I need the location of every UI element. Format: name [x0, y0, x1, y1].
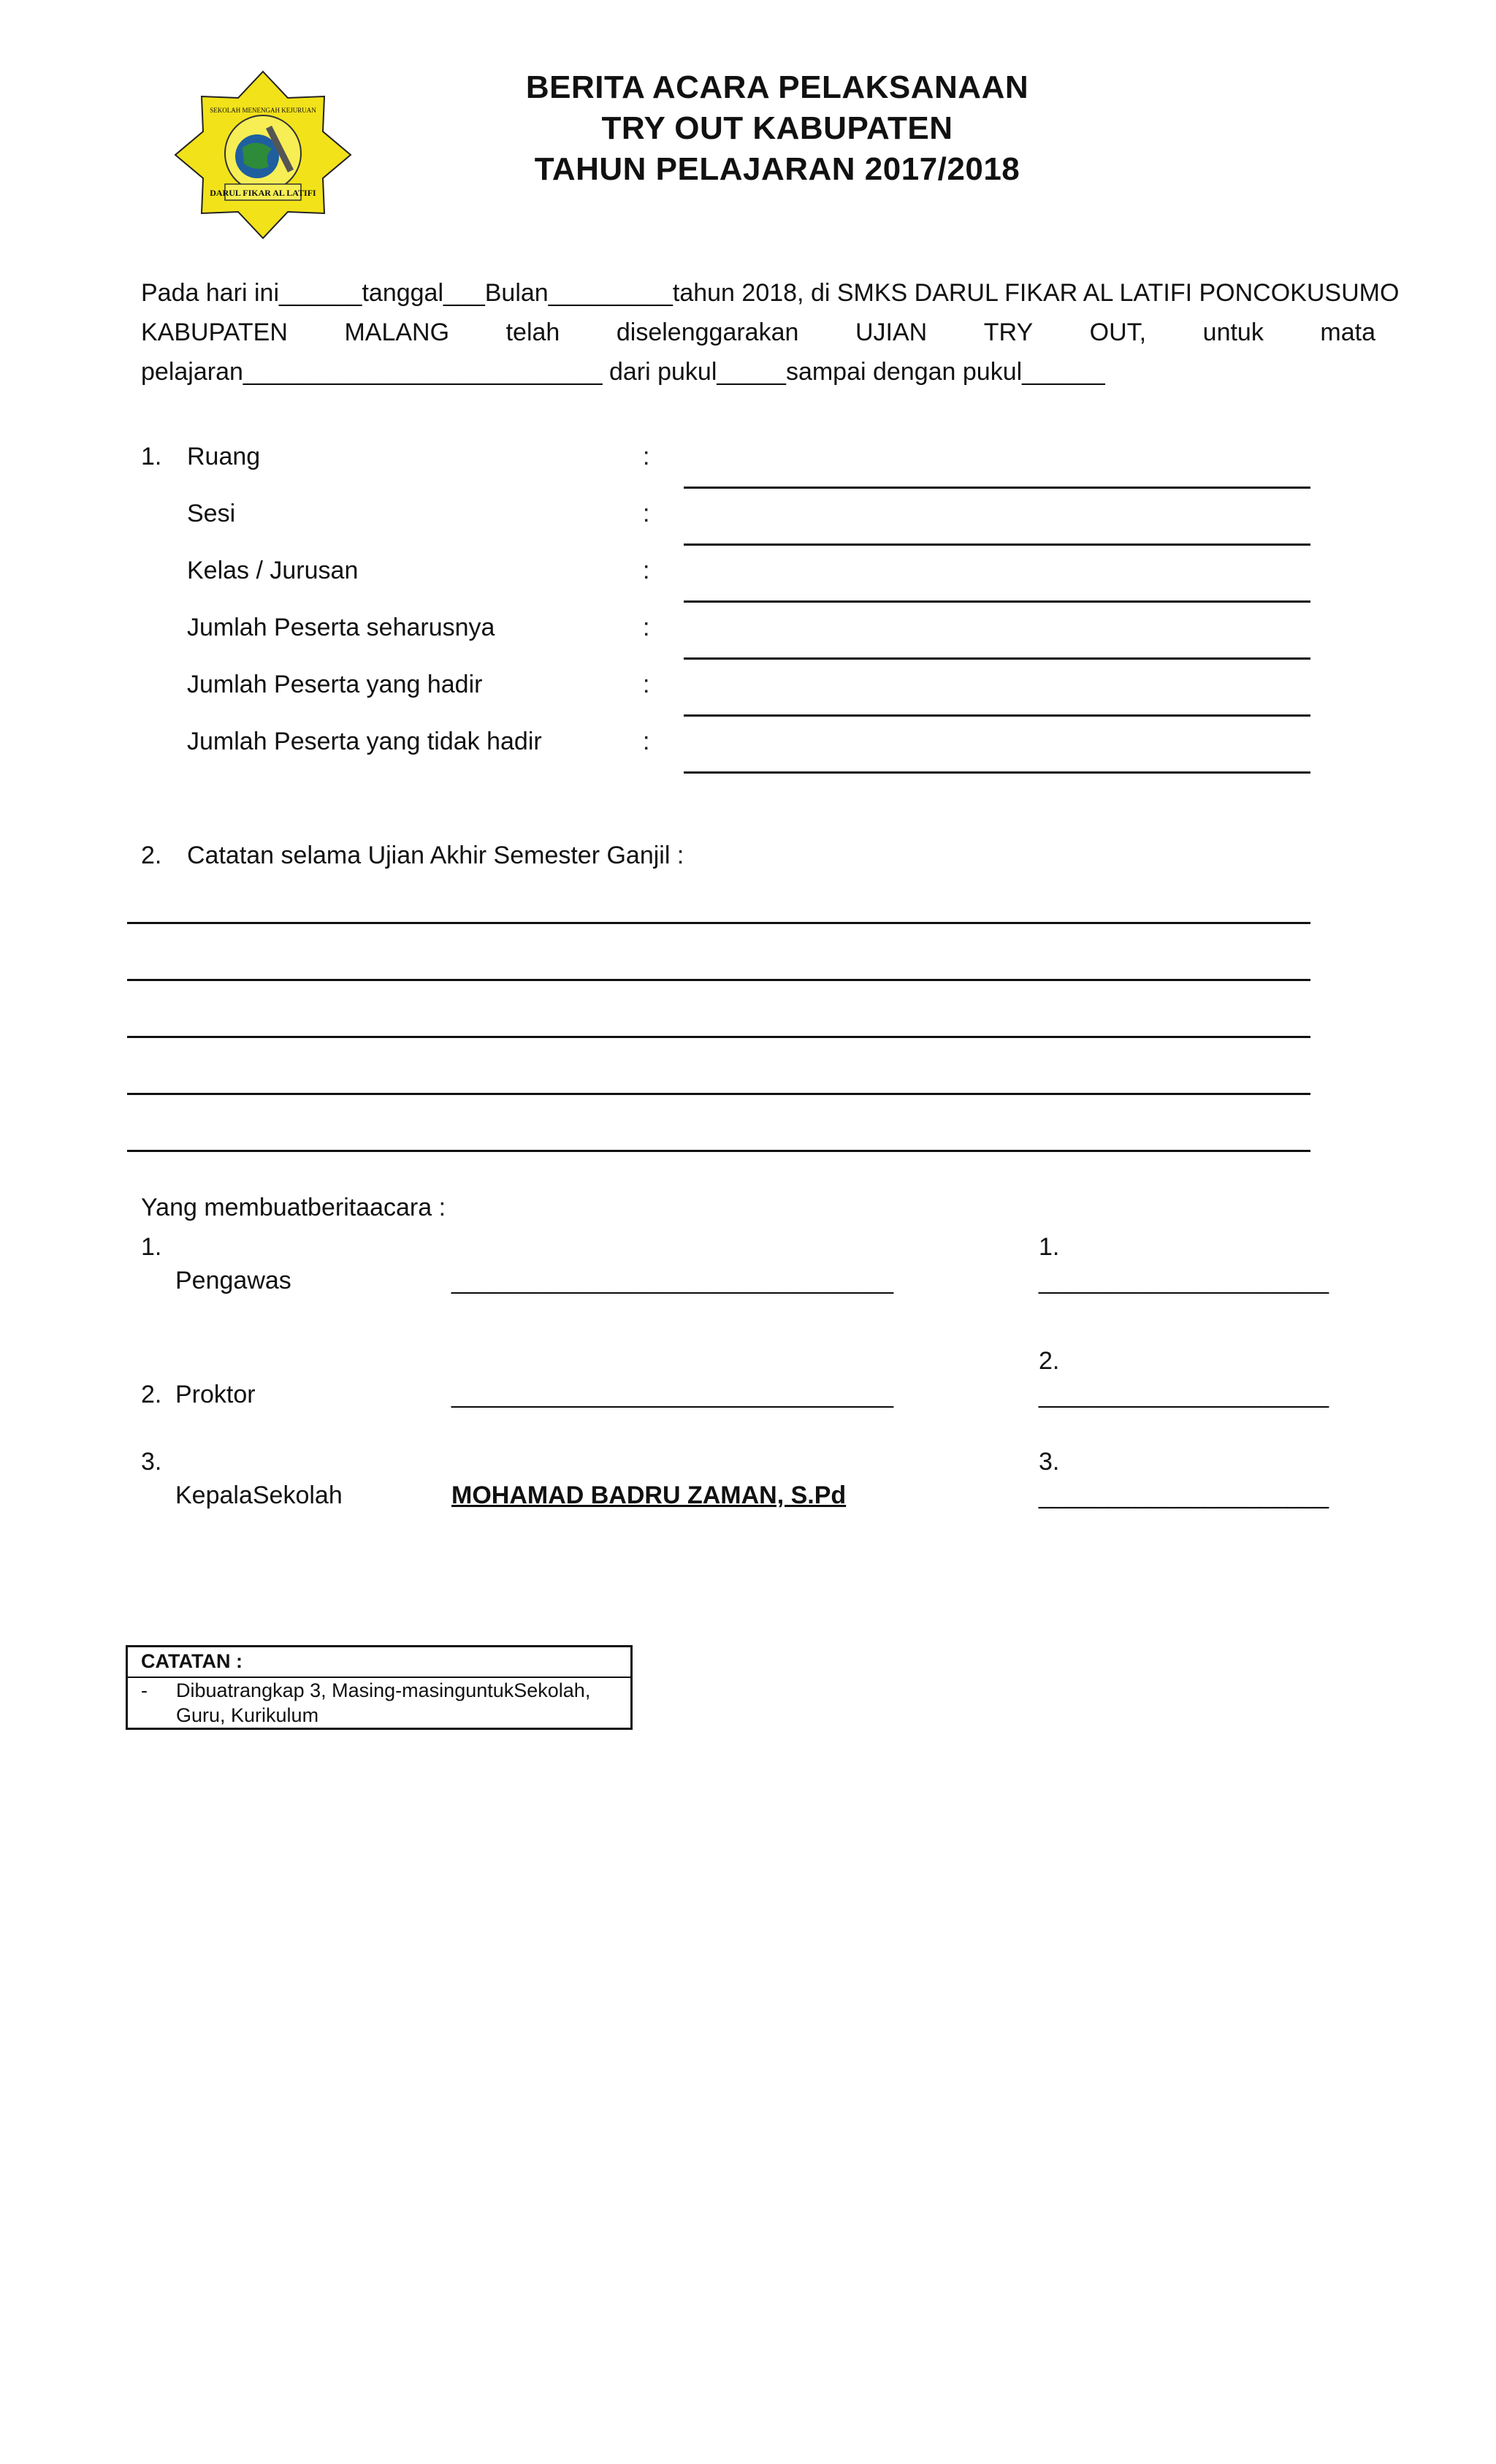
field-input-line-ruang[interactable]	[684, 487, 1310, 489]
field-label-kelas: Kelas / Jurusan	[187, 557, 359, 584]
signature-line-pengawas[interactable]: ________________________________	[451, 1267, 894, 1294]
signature-right-line[interactable]: _____________________	[1039, 1381, 1329, 1408]
signature-number: 3.	[141, 1448, 162, 1476]
intro-line1: Pada hari ini______tanggal___Bulan_________tahun 2018, di SMKS DARUL FIKAR AL LATIFI PONCOKUSUMO	[141, 279, 1400, 307]
section2-number: 2.	[141, 842, 162, 869]
note-bullet: -	[141, 1679, 148, 1701]
signature-number: 1.	[141, 1233, 162, 1261]
signature-right-number: 2.	[1039, 1347, 1060, 1375]
signature-right-number: 3.	[1039, 1448, 1060, 1476]
intro-word: KABUPATEN	[141, 319, 288, 346]
notes-line[interactable]	[127, 1036, 1310, 1038]
intro-word: TRY	[983, 319, 1034, 346]
intro-word: UJIAN	[855, 319, 928, 346]
field-label-sesi: Sesi	[187, 500, 236, 527]
svg-text:DARUL FIKAR AL LATIFI: DARUL FIKAR AL LATIFI	[210, 188, 316, 198]
field-input-line-jumlah-hadir[interactable]	[684, 714, 1310, 717]
notes-line[interactable]	[127, 979, 1310, 981]
field-input-line-sesi[interactable]	[684, 543, 1310, 546]
notes-line[interactable]	[127, 922, 1310, 924]
intro-line2	[141, 313, 1375, 352]
signature-number: 2.	[141, 1381, 162, 1408]
field-label-jumlah-hadir: Jumlah Peserta yang hadir	[187, 671, 483, 698]
intro-word: telah	[505, 319, 560, 346]
intro-line3: pelajaran__________________________ dari pukul_____sampai dengan pukul______	[141, 358, 1105, 386]
notes-line[interactable]	[127, 1150, 1310, 1152]
field-input-line-jumlah-seharusnya[interactable]	[684, 657, 1310, 660]
signature-right-number: 1.	[1039, 1233, 1060, 1261]
note-text-line2: Guru, Kurikulum	[176, 1704, 319, 1726]
signature-right-line[interactable]: _____________________	[1039, 1267, 1329, 1294]
signature-role-kepala-sekolah: KepalaSekolah	[175, 1481, 343, 1509]
intro-word: OUT,	[1089, 319, 1147, 346]
field-colon: :	[643, 443, 650, 470]
document-title-line3: TAHUN PELAJARAN 2017/2018	[534, 151, 1020, 187]
field-input-line-jumlah-tidak-hadir[interactable]	[684, 771, 1310, 774]
intro-word: mata	[1320, 319, 1375, 346]
signature-right-line[interactable]: _____________________	[1039, 1481, 1329, 1509]
intro-word: MALANG	[344, 319, 450, 346]
field-label-ruang: Ruang	[187, 443, 261, 470]
note-box	[126, 1645, 633, 1730]
field-label-jumlah-seharusnya: Jumlah Peserta seharusnya	[187, 614, 495, 641]
signature-line-proktor[interactable]: ________________________________	[451, 1381, 894, 1408]
field-label-jumlah-tidak-hadir: Jumlah Peserta yang tidak hadir	[187, 728, 542, 755]
field-colon: :	[643, 614, 650, 641]
field-colon: :	[643, 500, 650, 527]
svg-text:SEKOLAH MENENGAH KEJURUAN: SEKOLAH MENENGAH KEJURUAN	[210, 107, 316, 114]
notes-line[interactable]	[127, 1093, 1310, 1095]
signature-role-proktor: Proktor	[175, 1381, 256, 1408]
intro-word: diselenggarakan	[616, 319, 799, 346]
document-title-line1: BERITA ACARA PELAKSANAAN	[525, 69, 1029, 105]
section1-number: 1.	[141, 443, 162, 470]
note-text-line1: Dibuatrangkap 3, Masing-masinguntukSekolah,	[176, 1679, 591, 1701]
note-divider	[128, 1677, 630, 1678]
signatures-heading: Yang membuatberitaacara :	[141, 1194, 446, 1221]
section2-label: Catatan selama Ujian Akhir Semester Ganjil :	[187, 842, 684, 869]
note-title: CATATAN :	[141, 1650, 243, 1672]
signature-role-pengawas: Pengawas	[175, 1267, 291, 1294]
field-colon: :	[643, 557, 650, 584]
document-title-line2: TRY OUT KABUPATEN	[601, 110, 953, 146]
intro-word: untuk	[1202, 319, 1264, 346]
field-colon: :	[643, 671, 650, 698]
principal-name: MOHAMAD BADRU ZAMAN, S.Pd	[451, 1481, 847, 1509]
field-input-line-kelas[interactable]	[684, 600, 1310, 603]
field-colon: :	[643, 728, 650, 755]
